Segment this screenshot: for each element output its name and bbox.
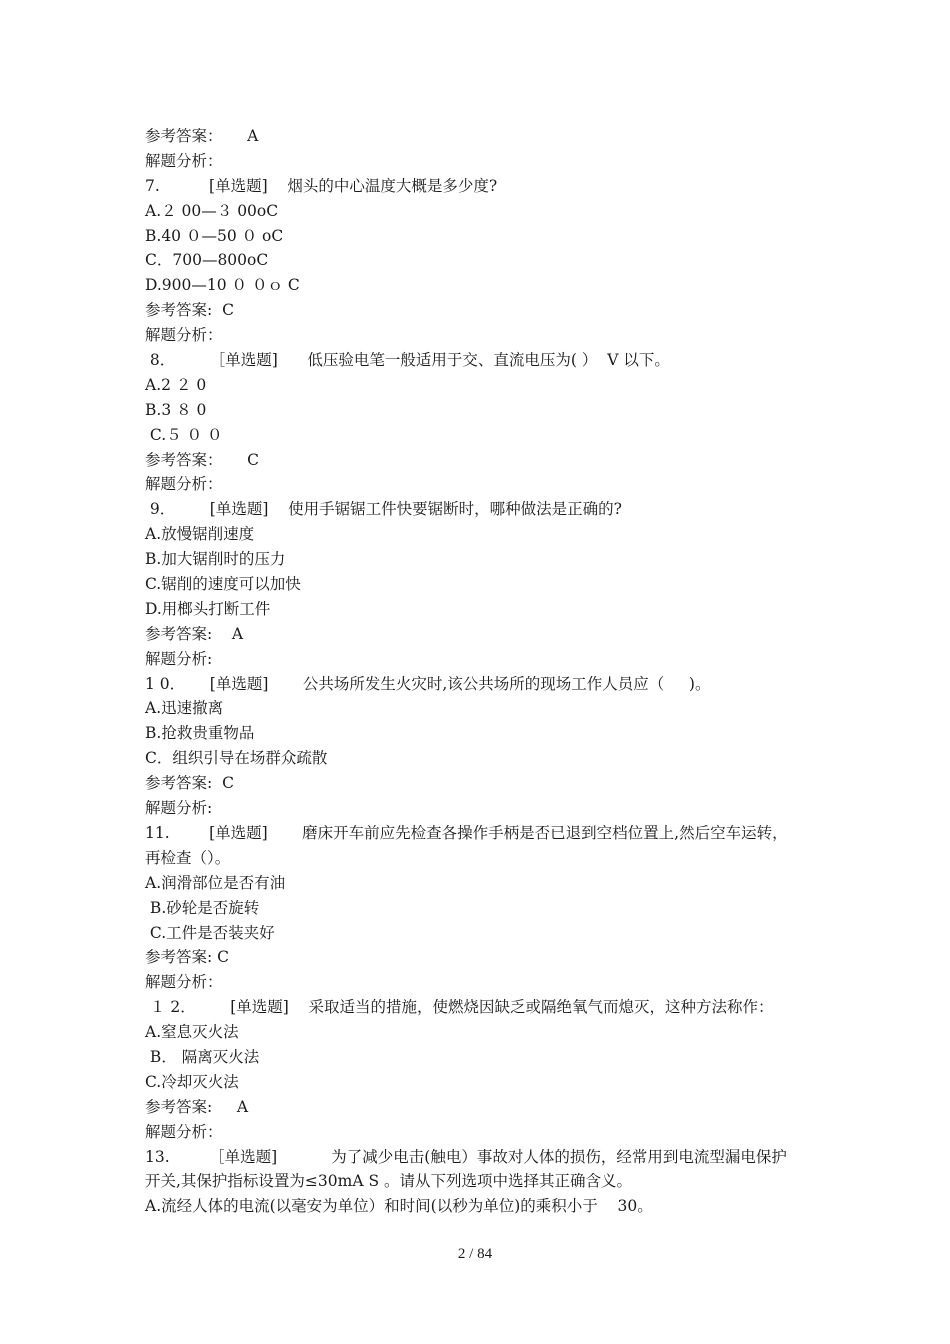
question-13: 13. ［单选题] 为了减少电击(触电）事故对人体的损伤，经常用到电流型漏电保护	[145, 1147, 787, 1166]
analysis-line: 解题分析：	[145, 475, 223, 494]
answer-line: 参考答案: A	[145, 1097, 249, 1116]
option-line: D.用榔头打断工件	[145, 599, 271, 618]
question-11-continued: 再检查（）。	[145, 848, 231, 867]
question-7: 7. [单选题] 烟头的中心温度大概是多少度?	[145, 176, 498, 195]
option-line: C.工件是否装夹好	[145, 923, 275, 942]
analysis-line: 解题分析：	[145, 151, 223, 170]
option-line: B． 隔离灭火法	[145, 1047, 260, 1066]
option-line: B.砂轮是否旋转	[145, 898, 260, 917]
analysis-line: 解题分析:	[145, 649, 213, 668]
question-9: 9． [单选题] 使用手锯锯工件快要锯断时，哪种做法是正确的?	[145, 500, 622, 519]
question-11: 11. [单选题] 磨床开车前应先检查各操作手柄是否已退到空档位置上,然后空车运转，	[145, 823, 788, 842]
option-line: A.2 ２ 0	[145, 375, 207, 394]
option-line: C．700—800oC	[145, 251, 269, 270]
analysis-line: 解题分析:	[145, 799, 213, 818]
analysis-line: 解题分析：	[145, 1122, 223, 1141]
answer-line: 参考答案： C	[145, 450, 259, 469]
option-line: B.加大锯削时的压力	[145, 550, 286, 569]
answer-line: 参考答案: C	[145, 774, 234, 793]
question-8: 8． ［单选题] 低压验电笔一般适用于交、直流电压为( ） V 以下。	[145, 351, 670, 370]
option-line: C.锯削的速度可以加快	[145, 575, 301, 594]
option-line: B.抢救贵重物品	[145, 724, 255, 743]
option-line: A.迅速撤离	[145, 699, 224, 718]
option-line: C.冷却灭火法	[145, 1072, 239, 1091]
question-12: １ 2． [单选题] 采取适当的措施，使燃烧因缺乏或隔绝氧气而熄灭，这种方法称作：	[145, 998, 774, 1017]
option-line: A.窒息灭火法	[145, 1023, 239, 1042]
answer-line: 参考答案: C	[145, 301, 234, 320]
question-13-continued: 开关,其保护指标设置为≤30mA S 。请从下列选项中选择其正确含义。	[145, 1172, 633, 1191]
answer-line: 参考答案: C	[145, 948, 230, 967]
option-line: A.润滑部位是否有油	[145, 873, 286, 892]
option-line: B.3 ８ 0	[145, 400, 207, 419]
option-line: C.５ ０ ０	[145, 425, 223, 444]
option-line: C．组织引导在场群众疏散	[145, 749, 328, 768]
option-line: A.放慢锯削速度	[145, 525, 255, 544]
document-body	[145, 124, 825, 1219]
answer-line: 参考答案: A	[145, 624, 244, 643]
question-10: 1 0． [单选题] 公共场所发生火灾时,该公共场所的现场工作人员应（ )。	[145, 674, 711, 693]
option-line: A.流经人体的电流(以毫安为单位）和时间(以秒为单位)的乘积小于 30。	[145, 1197, 653, 1216]
analysis-line: 解题分析：	[145, 973, 223, 992]
option-line: B.40 ０—50 ０ oC	[145, 226, 284, 245]
option-line: A.２ 00—３ 00oC	[145, 201, 279, 220]
page-number: 2 / 84	[457, 1246, 493, 1262]
answer-line: 参考答案： A	[145, 127, 259, 145]
analysis-line: 解题分析：	[145, 326, 223, 345]
option-line: D.900—10 ０ ０ｏ C	[145, 276, 300, 295]
